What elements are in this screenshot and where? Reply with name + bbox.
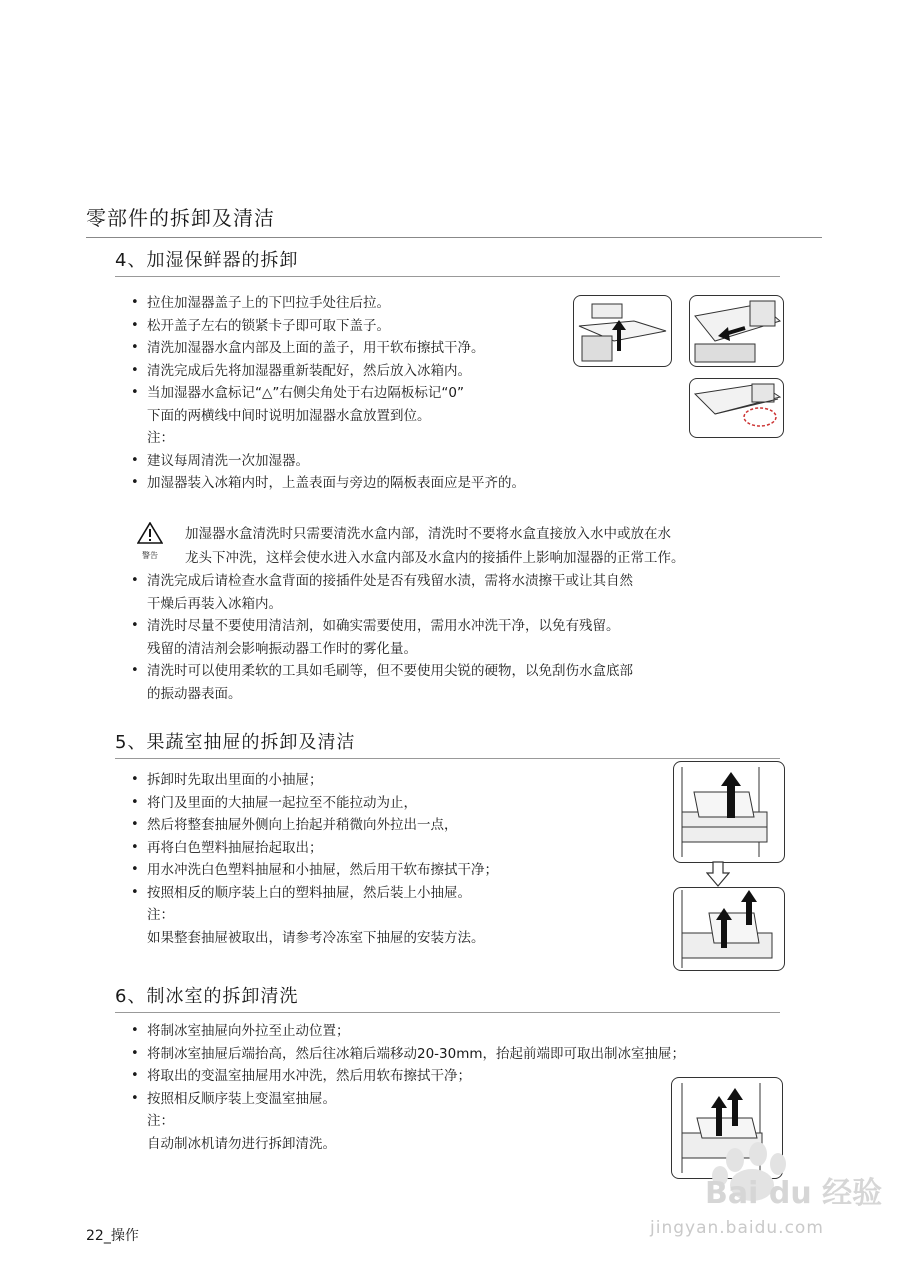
list-item: • 拉住加湿器盖子上的下凹拉手处往后拉。 [131, 292, 525, 315]
warning-icon [137, 522, 163, 561]
watermark-url: jingyan.baidu.com [650, 1218, 824, 1238]
list-item: • 当加湿器水盒标记“△”右侧尖角处于右边隔板标记“0” [131, 382, 525, 405]
drawer-removal-figure-1 [673, 761, 785, 863]
list-item: • 然后将整套抽屉外侧向上抬起并稍微向外拉出一点， [131, 814, 498, 837]
list-item: • 清洗完成后先将加湿器重新装配好，然后放入冰箱内。 [131, 360, 525, 383]
list-item: • 将制冰室抽屉后端抬高，然后往冰箱后端移动20-30mm，抬起前端即可取出制冰室抽屉； [131, 1043, 685, 1066]
warning-line: 加湿器水盒清洗时只需要清洗水盒内部，清洗时不要将水盒直接放入水中或放在水 [185, 526, 671, 542]
humidifier-mark-figure [689, 378, 784, 438]
note-label: 注： [147, 907, 174, 923]
warning-line: 龙头下冲洗，这样会使水进入水盒内部及水盒内的接插件上影响加湿器的正常工作。 [185, 550, 685, 566]
watermark-brand: Bai du 经验 [705, 1176, 883, 1211]
warning-block [137, 522, 797, 570]
list-item: • 将门及里面的大抽屉一起拉至不能拉动为止， [131, 792, 498, 815]
list-item: • 将取出的变温室抽屉用水冲洗，然后用软布擦拭干净； [131, 1065, 685, 1088]
list-item: • 清洗时尽量不要使用清洁剂，如确实需要使用，需用水冲洗干净，以免有残留。 [131, 615, 633, 638]
list-item-continued: 的振动器表面。 [147, 685, 242, 702]
list-item: • 用水冲洗白色塑料抽屉和小抽屉，然后用干软布擦拭干净； [131, 859, 498, 882]
list-item-continued: 下面的两横线中间时说明加湿器水盒放置到位。 [147, 407, 431, 424]
section-5-list [131, 769, 498, 949]
note-label: 注： [147, 1113, 174, 1129]
list-item-continued: 干燥后再装入冰箱内。 [147, 595, 282, 612]
section-4-list [131, 292, 525, 495]
section-4-list-2 [131, 570, 633, 705]
list-item: • 松开盖子左右的锁紧卡子即可取下盖子。 [131, 315, 525, 338]
list-item: • 将制冰室抽屉向外拉至止动位置； [131, 1020, 685, 1043]
list-item: • 建议每周清洗一次加湿器。 [131, 450, 525, 473]
list-item: • 清洗完成后请检查水盒背面的接插件处是否有残留水渍，需将水渍擦干或让其自然 [131, 570, 633, 593]
list-item: • 清洗加湿器水盒内部及上面的盖子，用干软布擦拭干净。 [131, 337, 525, 360]
humidifier-latch-figure [689, 295, 784, 367]
list-item: • 按照相反顺序装上变温室抽屉。 [131, 1088, 685, 1111]
drawer-removal-figure-2 [673, 887, 785, 971]
list-item: • 按照相反的顺序装上白的塑料抽屉，然后装上小抽屉。 [131, 882, 498, 905]
humidifier-lid-figure [573, 295, 672, 367]
section-5-title: 5、果蔬室抽屉的拆卸及清洁 [115, 728, 780, 759]
section-6-title: 6、制冰室的拆卸清洗 [115, 982, 780, 1013]
note-text: 如果整套抽屉被取出，请参考冷冻室下抽屉的安装方法。 [147, 929, 485, 946]
warning-label: 警告 [142, 551, 158, 560]
page-footer: 22_操作 [86, 1228, 139, 1244]
note-label: 注： [147, 430, 174, 446]
list-item: • 拆卸时先取出里面的小抽屉； [131, 769, 498, 792]
section-4-title: 4、加湿保鲜器的拆卸 [115, 246, 780, 277]
list-item: • 再将白色塑料抽屉抬起取出； [131, 837, 498, 860]
down-arrow-icon [706, 861, 730, 887]
page-title: 零部件的拆卸及清洁 [86, 202, 822, 238]
list-item-continued: 残留的清洁剂会影响振动器工作时的雾化量。 [147, 640, 417, 657]
section-6-list [131, 1020, 685, 1155]
list-item: • 加湿器装入冰箱内时，上盖表面与旁边的隔板表面应是平齐的。 [131, 472, 525, 495]
list-item: • 清洗时可以使用柔软的工具如毛刷等，但不要使用尖锐的硬物，以免刮伤水盒底部 [131, 660, 633, 683]
note-text: 自动制冰机请勿进行拆卸清洗。 [147, 1135, 336, 1152]
